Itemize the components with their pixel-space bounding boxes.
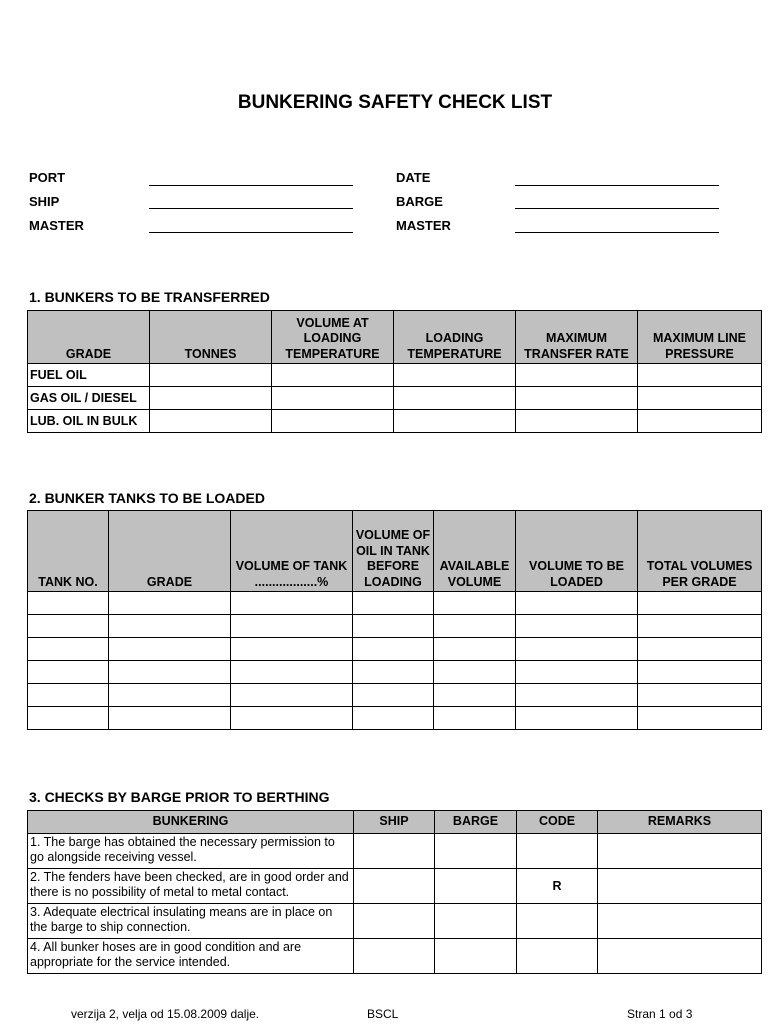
section2-title: 2. BUNKER TANKS TO BE LOADED <box>29 490 265 506</box>
table-row <box>28 661 762 684</box>
check-text: 3. Adequate electrical insulating means are in place on the barge to ship connection. <box>28 904 354 939</box>
barge-label: BARGE <box>396 194 443 209</box>
port-label: PORT <box>29 170 66 185</box>
table-cell[interactable] <box>231 661 353 684</box>
check-text: 4. All bunker hoses are in good condition and are appropriate for the service intended. <box>28 939 354 974</box>
table-cell[interactable] <box>272 410 394 433</box>
table-cell[interactable] <box>394 387 516 410</box>
code-cell <box>517 904 598 939</box>
remarks-cell[interactable] <box>598 834 762 869</box>
table-cell[interactable] <box>638 364 762 387</box>
table-cell[interactable] <box>272 387 394 410</box>
barge-field[interactable] <box>515 208 719 209</box>
table-cell[interactable] <box>353 592 434 615</box>
table-row <box>28 615 762 638</box>
table-row <box>28 684 762 707</box>
ship-label: SHIP <box>29 194 60 209</box>
table-cell[interactable] <box>516 387 638 410</box>
column-header: TONNES <box>150 311 272 364</box>
barge-master-label: MASTER <box>396 218 451 233</box>
table-row <box>28 364 762 387</box>
table-cell[interactable] <box>516 615 638 638</box>
column-header: TOTAL VOLUMES PER GRADE <box>638 511 762 592</box>
table-cell[interactable] <box>638 661 762 684</box>
check-text: 2. The fenders have been checked, are in good order and there is no possibility of metal to metal contact. <box>28 869 354 904</box>
row-label: LUB. OIL IN BULK <box>28 410 150 433</box>
table-cell[interactable] <box>516 410 638 433</box>
table-cell[interactable] <box>434 638 516 661</box>
table-cell[interactable] <box>516 661 638 684</box>
table-cell[interactable] <box>28 661 109 684</box>
table-cell[interactable] <box>109 638 231 661</box>
section1-title: 1. BUNKERS TO BE TRANSFERRED <box>29 289 270 305</box>
table-row <box>28 834 762 869</box>
code-cell <box>517 939 598 974</box>
column-header: GRADE <box>28 311 150 364</box>
column-header: BUNKERING <box>28 811 354 834</box>
table-row <box>28 904 762 939</box>
column-header: VOLUME OF OIL IN TANK BEFORE LOADING <box>353 511 434 592</box>
page-title: BUNKERING SAFETY CHECK LIST <box>237 92 553 113</box>
ship-cell[interactable] <box>354 904 435 939</box>
footer-page: Stran 1 od 3 <box>627 1007 693 1021</box>
table-cell[interactable] <box>516 638 638 661</box>
date-label: DATE <box>396 170 431 185</box>
code-cell: R <box>517 869 598 904</box>
table-cell[interactable] <box>394 364 516 387</box>
check-text: 1. The barge has obtained the necessary permission to go alongside receiving vessel. <box>28 834 354 869</box>
table-cell[interactable] <box>434 592 516 615</box>
table-cell[interactable] <box>28 707 109 730</box>
table-header-row <box>28 511 762 592</box>
column-header: GRADE <box>109 511 231 592</box>
code-cell <box>517 834 598 869</box>
bunkers-table <box>27 310 762 433</box>
table-cell[interactable] <box>638 707 762 730</box>
ship-cell[interactable] <box>354 939 435 974</box>
table-cell[interactable] <box>353 661 434 684</box>
table-cell[interactable] <box>272 364 394 387</box>
column-header: CODE <box>517 811 598 834</box>
table-cell[interactable] <box>109 615 231 638</box>
column-header: VOLUME OF TANK ..................% <box>231 511 353 592</box>
table-cell[interactable] <box>434 684 516 707</box>
column-header: MAXIMUM LINE PRESSURE <box>638 311 762 364</box>
barge-cell[interactable] <box>435 869 517 904</box>
table-cell[interactable] <box>109 707 231 730</box>
table-cell[interactable] <box>516 707 638 730</box>
port-field[interactable] <box>149 185 353 186</box>
table-cell[interactable] <box>638 387 762 410</box>
table-cell[interactable] <box>638 592 762 615</box>
table-cell[interactable] <box>516 684 638 707</box>
column-header: SHIP <box>354 811 435 834</box>
table-cell[interactable] <box>28 592 109 615</box>
table-cell[interactable] <box>434 707 516 730</box>
table-cell[interactable] <box>150 364 272 387</box>
table-row <box>28 410 762 433</box>
table-cell[interactable] <box>231 638 353 661</box>
row-label: FUEL OIL <box>28 364 150 387</box>
table-cell[interactable] <box>231 615 353 638</box>
table-header-row <box>28 311 762 364</box>
remarks-cell[interactable] <box>598 939 762 974</box>
table-cell[interactable] <box>638 684 762 707</box>
table-cell[interactable] <box>231 707 353 730</box>
table-cell[interactable] <box>516 592 638 615</box>
table-cell[interactable] <box>150 410 272 433</box>
column-header: AVAILABLE VOLUME <box>434 511 516 592</box>
column-header: LOADING TEMPERATURE <box>394 311 516 364</box>
table-cell[interactable] <box>150 387 272 410</box>
tanks-table <box>27 510 762 730</box>
table-cell[interactable] <box>28 615 109 638</box>
table-cell[interactable] <box>109 684 231 707</box>
table-row <box>28 869 762 904</box>
table-cell[interactable] <box>231 684 353 707</box>
table-cell[interactable] <box>394 410 516 433</box>
table-cell[interactable] <box>516 364 638 387</box>
column-header: BARGE <box>435 811 517 834</box>
table-cell[interactable] <box>638 638 762 661</box>
table-cell[interactable] <box>353 684 434 707</box>
row-label: GAS OIL / DIESEL <box>28 387 150 410</box>
remarks-cell[interactable] <box>598 869 762 904</box>
date-field[interactable] <box>515 185 719 186</box>
section3-title: 3. CHECKS BY BARGE PRIOR TO BERTHING <box>29 789 330 805</box>
column-header: REMARKS <box>598 811 762 834</box>
ship-cell[interactable] <box>354 834 435 869</box>
barge-cell[interactable] <box>435 904 517 939</box>
table-cell[interactable] <box>353 707 434 730</box>
barge-cell[interactable] <box>435 939 517 974</box>
table-row <box>28 707 762 730</box>
table-cell[interactable] <box>109 592 231 615</box>
column-header: MAXIMUM TRANSFER RATE <box>516 311 638 364</box>
table-cell[interactable] <box>28 684 109 707</box>
barge-cell[interactable] <box>435 834 517 869</box>
footer-version: verzija 2, velja od 15.08.2009 dalje. <box>71 1007 260 1021</box>
ship-cell[interactable] <box>354 869 435 904</box>
remarks-cell[interactable] <box>598 904 762 939</box>
column-header: TANK NO. <box>28 511 109 592</box>
table-cell[interactable] <box>353 615 434 638</box>
barge-master-field[interactable] <box>515 232 719 233</box>
table-row <box>28 592 762 615</box>
column-header: VOLUME AT LOADING TEMPERATURE <box>272 311 394 364</box>
column-header: VOLUME TO BE LOADED <box>516 511 638 592</box>
table-cell[interactable] <box>231 592 353 615</box>
table-cell[interactable] <box>434 615 516 638</box>
table-row <box>28 387 762 410</box>
table-cell[interactable] <box>109 661 231 684</box>
master-label: MASTER <box>29 218 84 233</box>
table-cell[interactable] <box>434 661 516 684</box>
table-row <box>28 939 762 974</box>
table-row <box>28 638 762 661</box>
table-cell[interactable] <box>353 638 434 661</box>
table-cell[interactable] <box>28 638 109 661</box>
table-cell[interactable] <box>638 410 762 433</box>
ship-field[interactable] <box>149 208 353 209</box>
footer-code: BSCL <box>367 1007 399 1021</box>
table-header-row <box>28 811 762 834</box>
checks-table <box>27 810 762 974</box>
table-cell[interactable] <box>638 615 762 638</box>
master-field[interactable] <box>149 232 353 233</box>
